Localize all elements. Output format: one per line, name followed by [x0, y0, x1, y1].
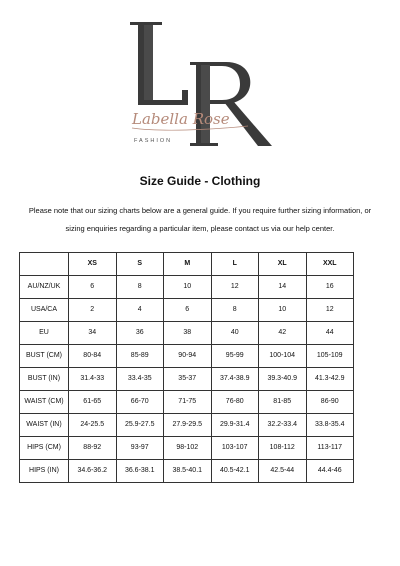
table-cell: 6 — [69, 276, 117, 299]
table-cell: 44.4-46 — [306, 460, 354, 483]
row-label: HIPS (CM) — [20, 437, 69, 460]
row-label: EU — [20, 322, 69, 345]
table-cell: 95-99 — [211, 345, 259, 368]
row-label: WAIST (CM) — [20, 391, 69, 414]
table-cell: 76-80 — [211, 391, 259, 414]
logo-tagline: FASHION — [134, 138, 173, 144]
table-cell: 31.4-33 — [69, 368, 117, 391]
table-cell: 34 — [69, 322, 117, 345]
row-label: BUST (CM) — [20, 345, 69, 368]
table-cell: 98-102 — [164, 437, 212, 460]
table-corner-cell — [20, 253, 69, 276]
table-cell: 86-90 — [306, 391, 354, 414]
labella-rose-monogram — [120, 18, 280, 153]
logo-letter-l — [130, 22, 188, 105]
table-cell: 66-70 — [116, 391, 164, 414]
table-cell: 38 — [164, 322, 212, 345]
table-cell: 105-109 — [306, 345, 354, 368]
column-header-l: L — [211, 253, 259, 276]
table-cell: 40.5-42.1 — [211, 460, 259, 483]
table-cell: 100-104 — [259, 345, 307, 368]
table-cell: 40 — [211, 322, 259, 345]
intro-note-line-1: Please note that our sizing charts below are a general guide. If you require further sizing information, or — [28, 206, 372, 215]
table-cell: 90-94 — [164, 345, 212, 368]
table-cell: 34.6-36.2 — [69, 460, 117, 483]
column-header-xxl: XXL — [306, 253, 354, 276]
row-label: WAIST (IN) — [20, 414, 69, 437]
table-cell: 16 — [306, 276, 354, 299]
table-cell: 36.6-38.1 — [116, 460, 164, 483]
table-row — [20, 345, 354, 368]
table-cell: 85-89 — [116, 345, 164, 368]
table-cell: 81-85 — [259, 391, 307, 414]
table-row — [20, 460, 354, 483]
row-label: AU/NZ/UK — [20, 276, 69, 299]
table-cell: 42 — [259, 322, 307, 345]
table-cell: 10 — [259, 299, 307, 322]
table-cell: 41.3-42.9 — [306, 368, 354, 391]
table-cell: 29.9-31.4 — [211, 414, 259, 437]
table-cell: 4 — [116, 299, 164, 322]
table-cell: 80-84 — [69, 345, 117, 368]
table-cell: 38.5-40.1 — [164, 460, 212, 483]
table-cell: 25.9-27.5 — [116, 414, 164, 437]
table-cell: 12 — [306, 299, 354, 322]
table-row — [20, 322, 354, 345]
row-label: USA/CA — [20, 299, 69, 322]
column-header-s: S — [116, 253, 164, 276]
column-header-xl: XL — [259, 253, 307, 276]
table-cell: 61-65 — [69, 391, 117, 414]
table-cell: 14 — [259, 276, 307, 299]
table-row — [20, 368, 354, 391]
logo-script-name: Labella Rose — [132, 110, 230, 128]
table-row — [20, 414, 354, 437]
column-header-m: M — [164, 253, 212, 276]
brand-logo — [120, 18, 280, 153]
table-row — [20, 299, 354, 322]
row-label: BUST (IN) — [20, 368, 69, 391]
table-cell: 88-92 — [69, 437, 117, 460]
table-cell: 10 — [164, 276, 212, 299]
table-cell: 36 — [116, 322, 164, 345]
table-cell: 2 — [69, 299, 117, 322]
table-row — [20, 391, 354, 414]
table-cell: 8 — [116, 276, 164, 299]
page-title: Size Guide - Clothing — [139, 174, 261, 188]
table-cell: 103-107 — [211, 437, 259, 460]
table-cell: 35-37 — [164, 368, 212, 391]
table-cell: 12 — [211, 276, 259, 299]
size-chart-table — [19, 252, 354, 483]
table-cell: 24-25.5 — [69, 414, 117, 437]
table-cell: 113-117 — [306, 437, 354, 460]
table-cell: 71-75 — [164, 391, 212, 414]
table-row — [20, 276, 354, 299]
table-cell: 42.5-44 — [259, 460, 307, 483]
table-cell: 39.3-40.9 — [259, 368, 307, 391]
logo-letter-r — [190, 62, 272, 146]
intro-note-line-2: sizing enquiries regarding a particular item, please contact us via our help center. — [65, 224, 335, 233]
table-cell: 93-97 — [116, 437, 164, 460]
table-cell: 6 — [164, 299, 212, 322]
table-header-row — [20, 253, 354, 276]
table-cell: 108-112 — [259, 437, 307, 460]
table-cell: 32.2-33.4 — [259, 414, 307, 437]
table-cell: 44 — [306, 322, 354, 345]
table-cell: 8 — [211, 299, 259, 322]
table-cell: 37.4-38.9 — [211, 368, 259, 391]
table-cell: 33.8-35.4 — [306, 414, 354, 437]
table-row — [20, 437, 354, 460]
column-header-xs: XS — [69, 253, 117, 276]
table-cell: 33.4-35 — [116, 368, 164, 391]
table-cell: 27.9-29.5 — [164, 414, 212, 437]
row-label: HIPS (IN) — [20, 460, 69, 483]
